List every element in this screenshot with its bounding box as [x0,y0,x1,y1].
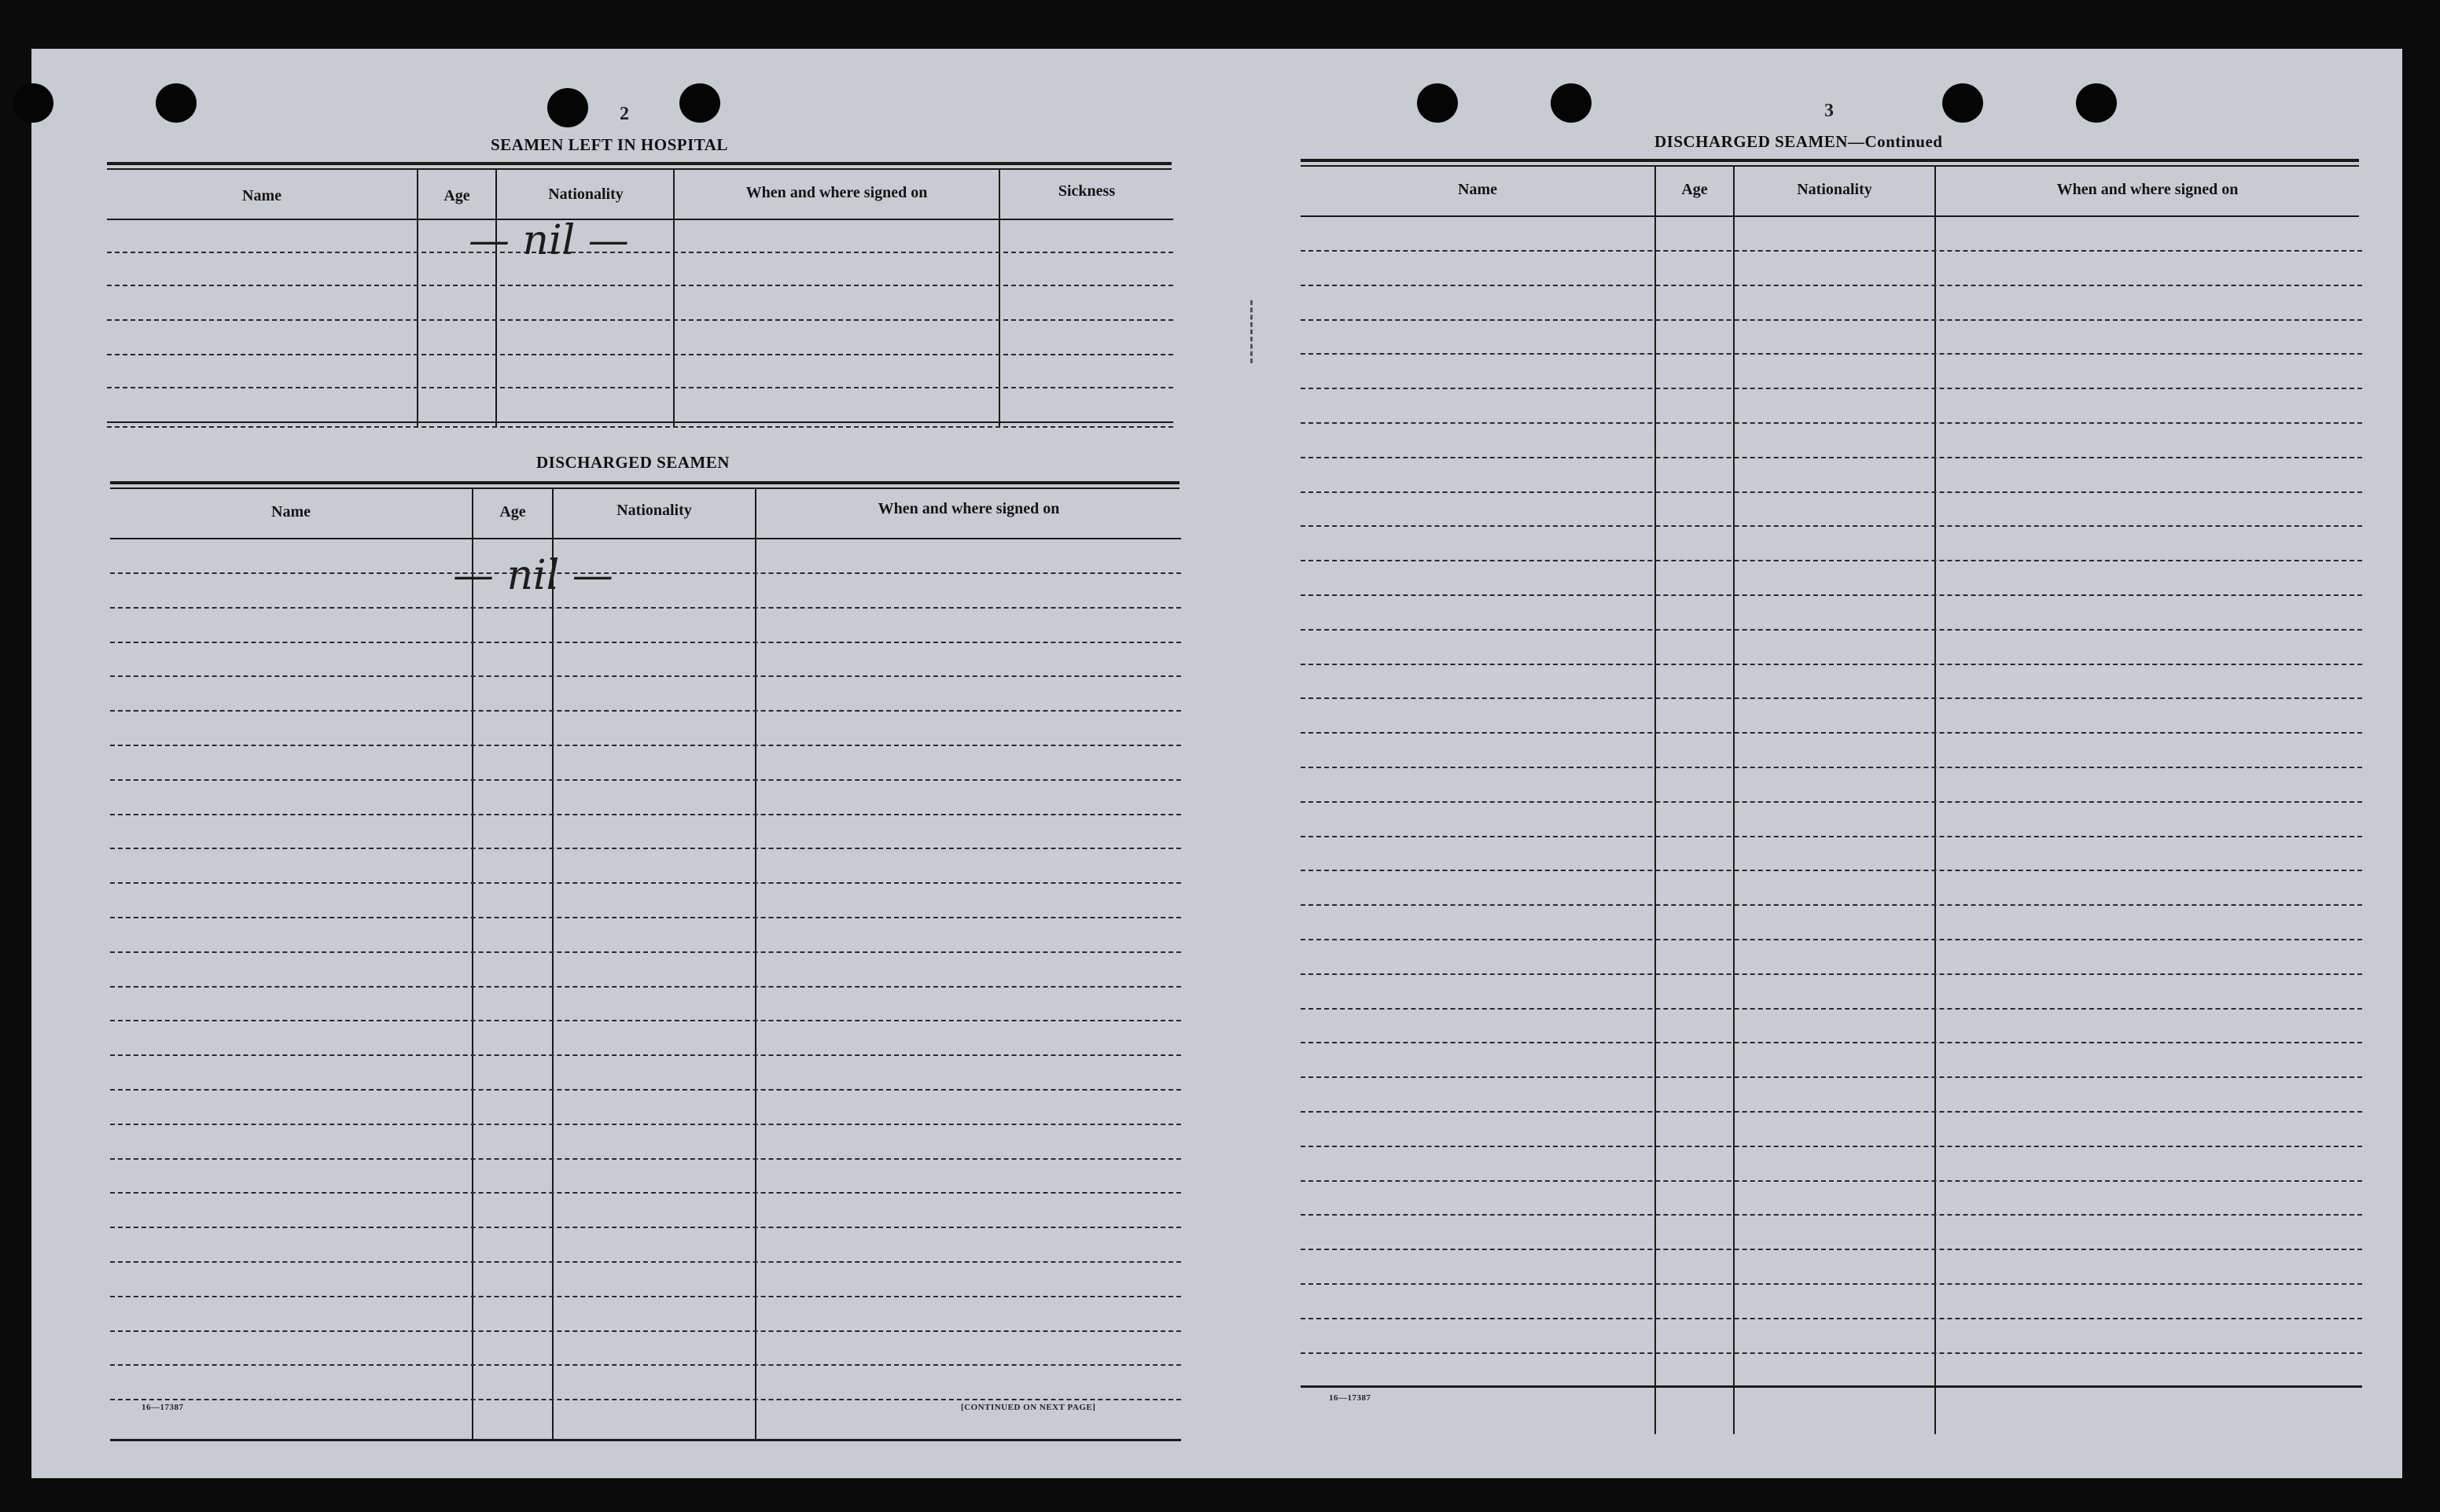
row-line [110,710,1181,712]
column-header-age: Age [443,187,470,204]
row-line [110,1399,1181,1400]
table-bottom-rule [107,421,1173,423]
row-line [110,607,1181,609]
row-line [1301,1146,2362,1147]
row-line [110,1020,1181,1021]
header-bottom-rule [110,538,1181,539]
document-sheet [31,49,2402,1478]
column-header-nationality: Nationality [1797,181,1872,198]
row-line [110,745,1181,746]
row-line [110,1089,1181,1091]
column-divider [1654,167,1656,1434]
row-line [107,354,1173,355]
row-line [1301,594,2362,596]
row-line [1301,1214,2362,1216]
row-line [1301,904,2362,906]
row-line [110,642,1181,643]
row-line [110,572,1181,574]
header-bottom-rule [1301,215,2359,217]
punch-hole [1417,83,1458,123]
table-header-rule [107,168,1172,170]
row-line [110,951,1181,953]
row-line [1301,1352,2362,1354]
punch-hole [1942,83,1983,123]
row-line [1301,285,2362,286]
row-line [1301,697,2362,699]
row-line [1301,870,2362,871]
row-line [110,675,1181,677]
row-line [110,917,1181,918]
row-line [1301,1318,2362,1319]
section-title-discharged: DISCHARGED SEAMEN [536,453,730,472]
row-line [110,779,1181,781]
row-line [110,1364,1181,1366]
row-line [110,1330,1181,1332]
row-line [107,285,1173,286]
header-bottom-rule [107,219,1173,220]
row-line [110,1261,1181,1263]
table-top-rule [110,481,1180,484]
page-number: 2 [620,104,629,124]
column-divider [552,489,554,1440]
column-header-age: Age [499,503,526,521]
punch-hole [2076,83,2117,123]
table-top-rule [107,162,1172,165]
table-bottom-rule [110,1439,1181,1441]
row-line [110,882,1181,884]
row-line [1301,801,2362,803]
handwritten-nil-entry: — nil — [453,552,613,599]
row-line [1301,836,2362,837]
column-header-age: Age [1681,181,1708,198]
row-line [1301,491,2362,493]
row-line [110,848,1181,849]
row-line [1301,767,2362,768]
column-header-signed-on: When and where signed on [2056,181,2239,198]
column-divider [1733,167,1735,1434]
column-header-signed-on: When and where signed on [745,184,928,201]
row-line [110,986,1181,988]
section-title-hospital: SEAMEN LEFT IN HOSPITAL [491,135,728,154]
row-line [1301,560,2362,561]
row-line [110,1227,1181,1228]
row-line [1301,353,2362,355]
row-line [1301,1249,2362,1250]
row-line [1301,1042,2362,1043]
row-line [110,1158,1181,1160]
form-number: 16—17387 [1329,1393,1371,1403]
column-header-nationality: Nationality [548,186,624,203]
punch-hole [156,83,197,123]
row-line [1301,319,2362,321]
row-line [1301,1111,2362,1113]
column-divider [472,489,473,1440]
table-header-rule [1301,165,2359,167]
column-header-name: Name [1458,181,1497,198]
continued-note: [CONTINUED ON NEXT PAGE] [961,1403,1096,1412]
column-header-signed-on: When and where signed on [878,500,1060,517]
page-fold-mark [1250,300,1255,363]
row-line [107,387,1173,388]
row-line [107,319,1173,321]
row-line [1301,1008,2362,1010]
handwritten-nil-entry: — nil — [469,217,629,264]
row-line [1301,939,2362,940]
row-line [1301,388,2362,389]
row-line [1301,1180,2362,1182]
column-divider [755,489,756,1440]
row-line [1301,1283,2362,1285]
column-header-sickness: Sickness [1058,182,1116,200]
page-number: 3 [1824,101,1834,121]
row-line [1301,664,2362,665]
row-line [110,1296,1181,1297]
row-line [1301,1076,2362,1078]
row-line [1301,629,2362,631]
column-header-name: Name [271,503,311,521]
punch-hole [679,83,720,123]
punch-hole [1551,83,1592,123]
punch-hole [13,83,53,123]
row-line [110,814,1181,815]
table-top-rule [1301,159,2359,162]
row-line [110,1192,1181,1194]
row-line [110,1054,1181,1056]
form-number: 16—17387 [142,1403,184,1412]
column-header-name: Name [242,187,282,204]
section-title-discharged-continued: DISCHARGED SEAMEN—Continued [1654,132,1943,151]
punch-hole [547,88,588,127]
row-line [1301,973,2362,975]
column-divider [1934,167,1936,1434]
column-header-nationality: Nationality [616,502,692,519]
row-line [1301,525,2362,527]
row-line [1301,422,2362,424]
row-line [1301,457,2362,458]
row-line [107,252,1173,253]
table-header-rule [110,487,1180,489]
table-bottom-dash [107,426,1173,428]
row-line [1301,732,2362,734]
row-line [1301,250,2362,252]
table-bottom-rule [1301,1385,2362,1388]
row-line [110,1124,1181,1125]
